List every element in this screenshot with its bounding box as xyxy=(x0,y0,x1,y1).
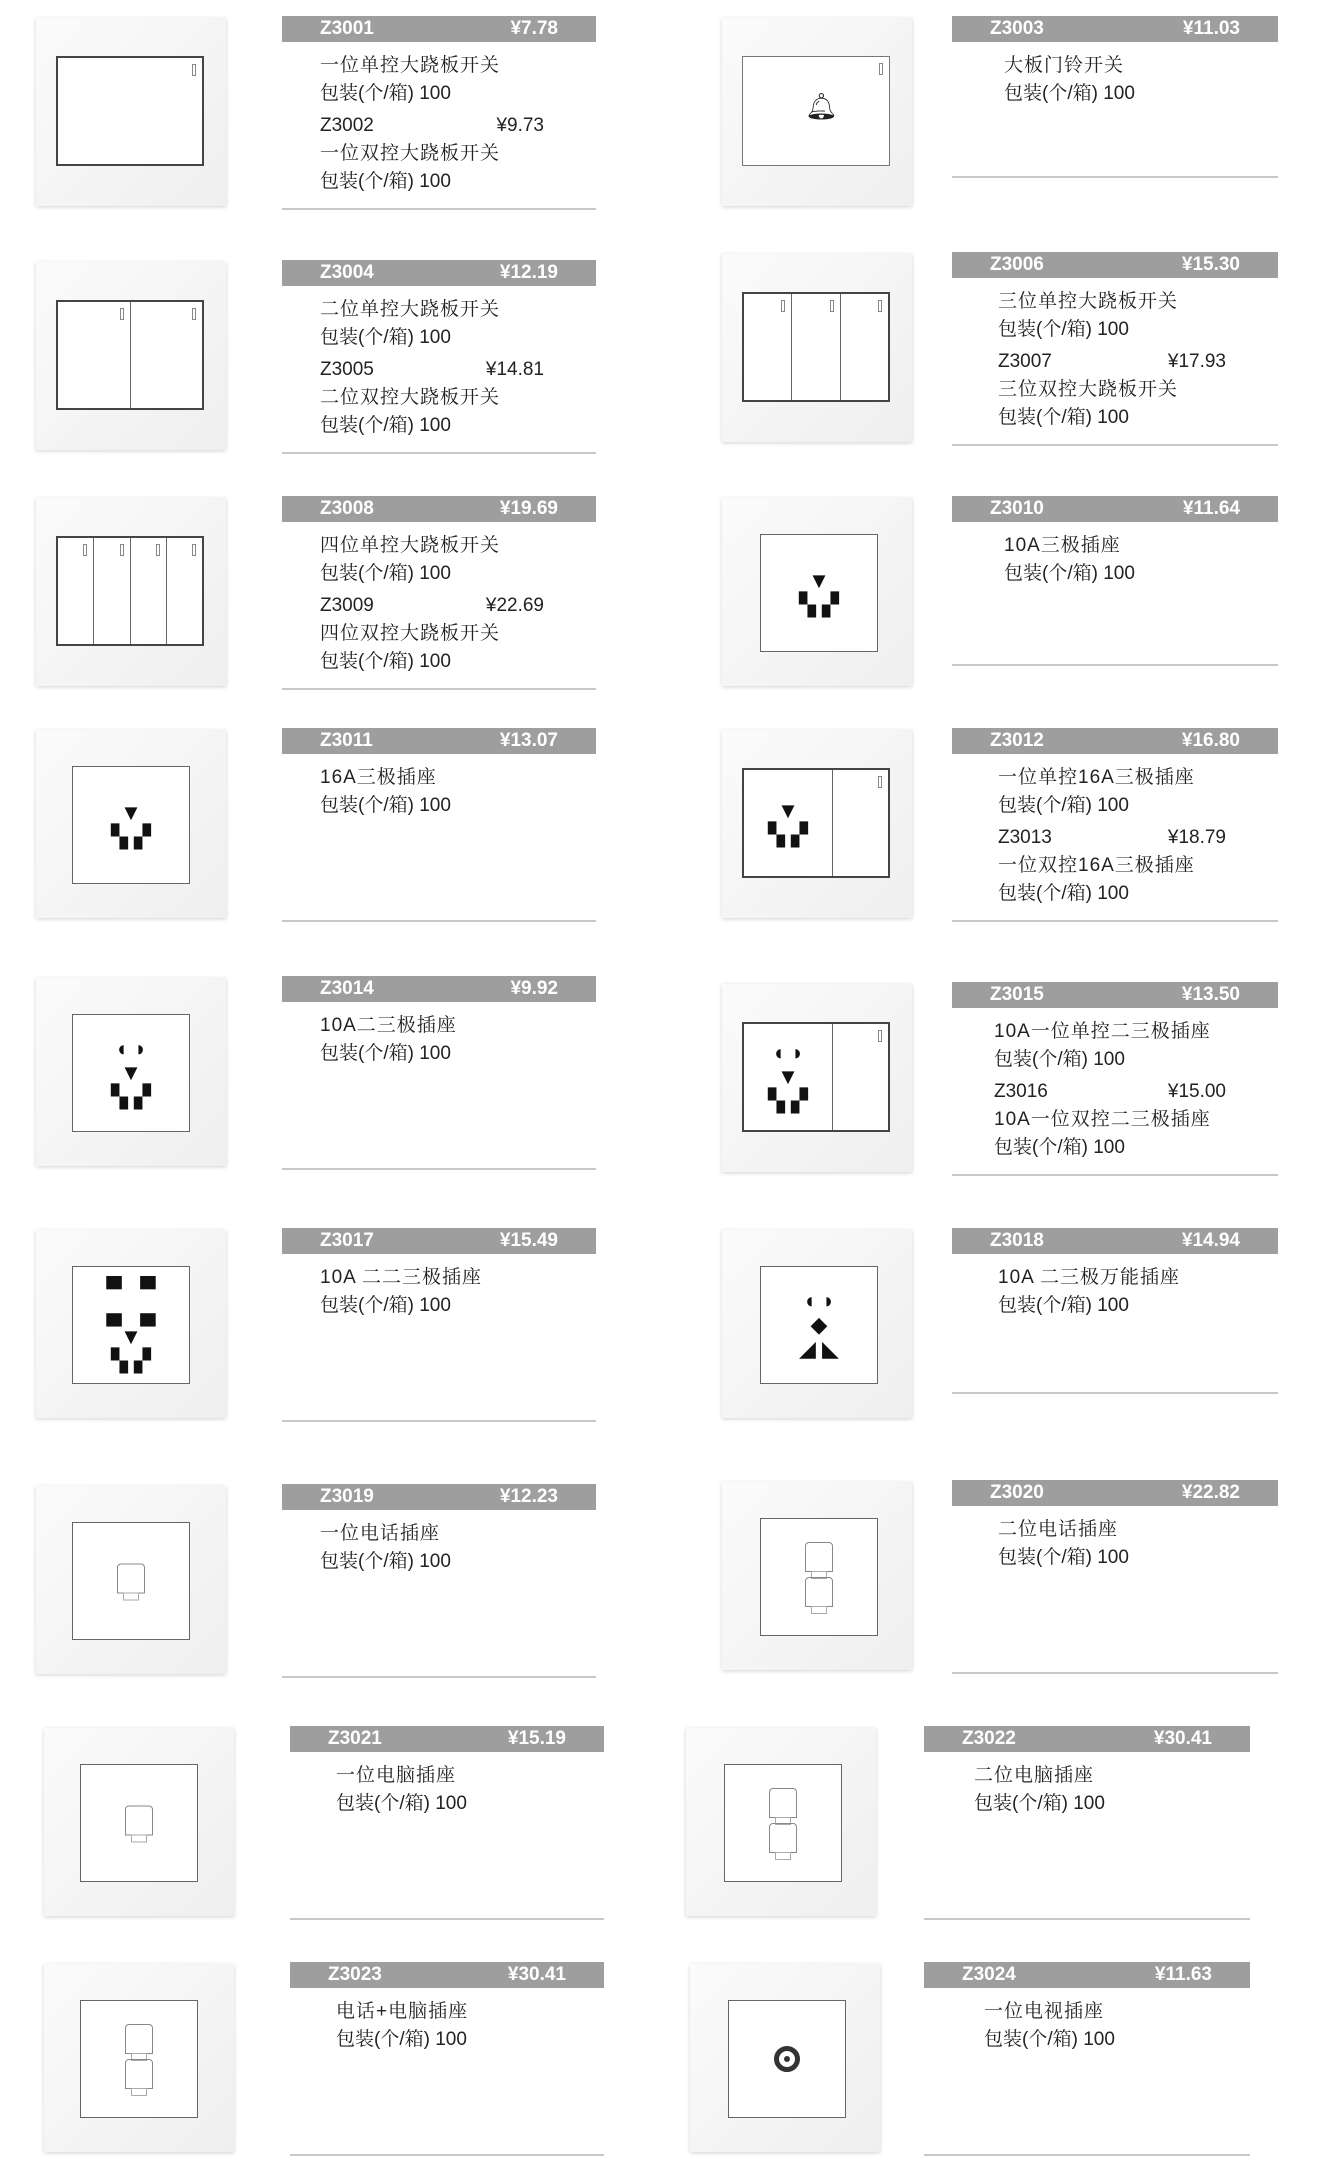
universal-socket-icon: ◖ ◗ ◆ ◢ ◣ xyxy=(799,1288,839,1361)
product-header-bar xyxy=(290,1726,604,1752)
product-item-z3017[interactable] xyxy=(0,1212,662,1447)
product-item-z3021[interactable] xyxy=(0,1710,662,1945)
product-image xyxy=(36,262,226,450)
product-name: 10A一位单控二三极插座 xyxy=(994,1021,1211,1042)
product-code: Z3022 xyxy=(962,1728,1016,1749)
product-name: 三位单控大跷板开关 xyxy=(998,291,1179,312)
product-name: 10A 二二三极插座 xyxy=(320,1267,483,1288)
product-image xyxy=(722,730,912,918)
product-pack: 包装(个/箱) 100 xyxy=(336,1793,467,1814)
product-header-bar xyxy=(952,252,1278,278)
product-code: Z3010 xyxy=(990,498,1044,519)
product-image xyxy=(722,254,912,442)
product-code: Z3014 xyxy=(320,978,374,999)
product-header-bar xyxy=(282,1228,596,1254)
product-code: Z3003 xyxy=(990,18,1044,39)
product-price: ¥15.49 xyxy=(499,1230,558,1251)
product-image xyxy=(722,1482,912,1670)
product-code: Z3023 xyxy=(328,1964,382,1985)
product-pack-2: 包装(个/箱) 100 xyxy=(320,651,451,672)
product-name: 大板门铃开关 xyxy=(1004,55,1125,76)
product-name-2: 二位双控大跷板开关 xyxy=(320,387,501,408)
product-name: 10A 二三极万能插座 xyxy=(998,1267,1181,1288)
divider xyxy=(282,1676,596,1678)
product-name: 电话+电脑插座 xyxy=(336,2001,469,2022)
socket-panel xyxy=(724,1764,842,1882)
product-name: 10A三极插座 xyxy=(1004,535,1121,556)
product-name-2: 一位双控16A三极插座 xyxy=(998,855,1195,876)
socket-panel xyxy=(80,1764,198,1882)
product-image xyxy=(44,1964,234,2152)
divider xyxy=(924,2154,1250,2156)
network-jack-icon xyxy=(125,1806,153,1836)
product-pack: 包装(个/箱) 100 xyxy=(336,2029,467,2050)
product-price-2: ¥9.73 xyxy=(496,115,544,136)
product-header-bar xyxy=(290,1962,604,1988)
product-item-z3012[interactable] xyxy=(662,712,1324,947)
product-code: Z3001 xyxy=(320,18,374,39)
divider xyxy=(952,1174,1278,1176)
product-header-bar xyxy=(282,728,596,754)
product-header-bar xyxy=(282,496,596,522)
divider xyxy=(290,2154,604,2156)
product-item-z3003[interactable] xyxy=(662,0,1324,235)
product-pack-2: 包装(个/箱) 100 xyxy=(320,171,451,192)
product-code-2: Z3013 xyxy=(998,827,1052,848)
divider xyxy=(952,176,1278,178)
product-price: ¥16.80 xyxy=(1181,730,1240,751)
divider xyxy=(952,664,1278,666)
divider xyxy=(282,1168,596,1170)
product-pack: 包装(个/箱) 100 xyxy=(998,795,1129,816)
product-code: Z3024 xyxy=(962,1964,1016,1985)
divider xyxy=(952,920,1278,922)
product-name: 一位电话插座 xyxy=(320,1523,441,1544)
switch-socket-panel xyxy=(742,768,890,878)
product-code: Z3015 xyxy=(990,984,1044,1005)
three-pin-socket-icon: ▼ ▚ ▞ xyxy=(111,800,151,849)
socket-panel xyxy=(760,1266,878,1384)
product-name-2: 三位双控大跷板开关 xyxy=(998,379,1179,400)
product-price-2: ¥22.69 xyxy=(485,595,544,616)
product-header-bar xyxy=(282,260,596,286)
two-three-pin-socket-icon: ◖ ◗ ▼ ▚ ▞ xyxy=(111,1036,151,1109)
product-price: ¥15.19 xyxy=(507,1728,566,1749)
product-header-bar xyxy=(952,496,1278,522)
product-price: ¥13.50 xyxy=(1181,984,1240,1005)
product-price-2: ¥17.93 xyxy=(1167,351,1226,372)
product-pack: 包装(个/箱) 100 xyxy=(320,327,451,348)
product-item-z3019[interactable] xyxy=(0,1468,662,1703)
product-pack: 包装(个/箱) 100 xyxy=(994,1049,1125,1070)
product-header-bar xyxy=(282,1484,596,1510)
network-jack-icon xyxy=(125,2059,153,2089)
product-pack: 包装(个/箱) 100 xyxy=(1004,563,1135,584)
product-price: ¥15.30 xyxy=(1181,254,1240,275)
product-pack: 包装(个/箱) 100 xyxy=(320,1295,451,1316)
socket-panel xyxy=(80,2000,198,2118)
product-code: Z3004 xyxy=(320,262,374,283)
product-image xyxy=(36,18,226,206)
product-pack: 包装(个/箱) 100 xyxy=(320,83,451,104)
product-item-z3018[interactable] xyxy=(662,1212,1324,1447)
divider xyxy=(282,208,596,210)
product-item-z3010[interactable] xyxy=(662,480,1324,715)
product-pack: 包装(个/箱) 100 xyxy=(998,1547,1129,1568)
product-price: ¥11.03 xyxy=(1182,18,1240,39)
product-pack-2: 包装(个/箱) 100 xyxy=(320,415,451,436)
switch-panel-4-gang xyxy=(56,536,204,646)
product-header-bar xyxy=(952,728,1278,754)
product-name: 一位电脑插座 xyxy=(336,1765,457,1786)
product-name: 二位电脑插座 xyxy=(974,1765,1095,1786)
network-jack-icon xyxy=(769,1788,797,1818)
divider xyxy=(952,1672,1278,1674)
product-code-2: Z3016 xyxy=(994,1081,1048,1102)
product-price: ¥11.64 xyxy=(1182,498,1240,519)
phone-jack-icon xyxy=(805,1542,833,1572)
product-code: Z3018 xyxy=(990,1230,1044,1251)
switch-socket-panel xyxy=(742,1022,890,1132)
product-pack: 包装(个/箱) 100 xyxy=(998,1295,1129,1316)
product-header-bar xyxy=(952,982,1278,1008)
product-price: ¥30.41 xyxy=(1153,1728,1212,1749)
product-code: Z3017 xyxy=(320,1230,374,1251)
product-code-2: Z3007 xyxy=(998,351,1052,372)
product-pack-2: 包装(个/箱) 100 xyxy=(998,407,1129,428)
product-image xyxy=(686,1728,876,1916)
product-item-z3014[interactable] xyxy=(0,960,662,1195)
two-two-three-pin-socket-icon: ▀ ▀ ▄ ▄ ▼ ▚ ▞ xyxy=(106,1276,156,1373)
product-price: ¥11.63 xyxy=(1154,1964,1212,1985)
product-name: 16A三极插座 xyxy=(320,767,437,788)
socket-panel xyxy=(72,1014,190,1132)
phone-jack-icon xyxy=(117,1564,145,1594)
product-image xyxy=(722,984,912,1172)
product-price: ¥7.78 xyxy=(510,18,558,39)
socket-panel xyxy=(760,534,878,652)
product-header-bar xyxy=(952,16,1278,42)
product-image xyxy=(36,1230,226,1418)
phone-jack-icon xyxy=(805,1577,833,1607)
product-price: ¥13.07 xyxy=(499,730,558,751)
two-three-pin-socket-icon: ◖ ◗ ▼ ▚ ▞ xyxy=(768,1040,808,1113)
product-pack: 包装(个/箱) 100 xyxy=(974,1793,1105,1814)
product-code: Z3020 xyxy=(990,1482,1044,1503)
divider xyxy=(282,688,596,690)
product-pack-2: 包装(个/箱) 100 xyxy=(998,883,1129,904)
product-name-2: 10A一位双控二三极插座 xyxy=(994,1109,1211,1130)
product-name-2: 四位双控大跷板开关 xyxy=(320,623,501,644)
product-item-z3006[interactable] xyxy=(662,236,1324,471)
product-header-bar xyxy=(924,1962,1250,1988)
product-code: Z3012 xyxy=(990,730,1044,751)
product-code-2: Z3009 xyxy=(320,595,374,616)
product-item-z3024[interactable] xyxy=(662,1946,1324,2181)
socket-panel xyxy=(72,766,190,884)
product-price: ¥9.92 xyxy=(510,978,558,999)
product-code: Z3008 xyxy=(320,498,374,519)
divider xyxy=(952,444,1278,446)
divider xyxy=(282,1420,596,1422)
product-item-z3022[interactable] xyxy=(662,1710,1324,1945)
product-name: 二位电话插座 xyxy=(998,1519,1119,1540)
switch-panel-3-gang xyxy=(742,292,890,402)
product-item-z3015[interactable] xyxy=(662,966,1324,1201)
network-jack-icon xyxy=(769,1823,797,1853)
socket-panel xyxy=(72,1522,190,1640)
divider xyxy=(282,920,596,922)
product-image xyxy=(36,1486,226,1674)
product-pack-2: 包装(个/箱) 100 xyxy=(994,1137,1125,1158)
divider xyxy=(924,1918,1250,1920)
product-item-z3023[interactable] xyxy=(0,1946,662,2181)
product-image xyxy=(690,1964,880,2152)
product-code: Z3021 xyxy=(328,1728,382,1749)
product-name: 二位单控大跷板开关 xyxy=(320,299,501,320)
product-image xyxy=(722,498,912,686)
product-pack: 包装(个/箱) 100 xyxy=(320,1551,451,1572)
switch-panel-1-gang xyxy=(56,56,204,166)
product-price: ¥14.94 xyxy=(1181,1230,1240,1251)
divider xyxy=(290,1918,604,1920)
product-image xyxy=(36,730,226,918)
product-code-2: Z3005 xyxy=(320,359,374,380)
product-pack: 包装(个/箱) 100 xyxy=(998,319,1129,340)
product-price: ¥12.23 xyxy=(499,1486,558,1507)
product-code: Z3006 xyxy=(990,254,1044,275)
socket-panel xyxy=(760,1518,878,1636)
product-pack: 包装(个/箱) 100 xyxy=(1004,83,1135,104)
three-pin-socket-icon: ▼ ▚ ▞ xyxy=(799,568,839,617)
product-image xyxy=(36,978,226,1166)
product-image xyxy=(44,1728,234,1916)
product-price: ¥12.19 xyxy=(499,262,558,283)
socket-panel xyxy=(728,2000,846,2118)
phone-jack-icon xyxy=(125,2024,153,2054)
product-header-bar xyxy=(282,976,596,1002)
product-header-bar xyxy=(952,1480,1278,1506)
product-name: 10A二三极插座 xyxy=(320,1015,457,1036)
product-item-z3008[interactable] xyxy=(0,480,662,715)
product-name-2: 一位双控大跷板开关 xyxy=(320,143,501,164)
product-name: 四位单控大跷板开关 xyxy=(320,535,501,556)
product-price: ¥22.82 xyxy=(1181,1482,1240,1503)
product-item-z3004[interactable] xyxy=(0,244,662,479)
product-item-z3011[interactable] xyxy=(0,712,662,947)
product-pack: 包装(个/箱) 100 xyxy=(320,563,451,584)
product-name: 一位单控16A三极插座 xyxy=(998,767,1195,788)
product-code: Z3019 xyxy=(320,1486,374,1507)
product-name: 一位单控大跷板开关 xyxy=(320,55,501,76)
product-pack: 包装(个/箱) 100 xyxy=(320,795,451,816)
tv-coax-icon xyxy=(774,2046,800,2072)
divider xyxy=(282,452,596,454)
doorbell-panel xyxy=(742,56,890,166)
product-pack: 包装(个/箱) 100 xyxy=(984,2029,1115,2050)
product-code: Z3011 xyxy=(320,730,373,751)
product-pack: 包装(个/箱) 100 xyxy=(320,1043,451,1064)
product-header-bar xyxy=(952,1228,1278,1254)
divider xyxy=(952,1392,1278,1394)
product-price-2: ¥14.81 xyxy=(485,359,544,380)
product-price-2: ¥15.00 xyxy=(1167,1081,1226,1102)
product-code-2: Z3002 xyxy=(320,115,374,136)
product-item-z3001[interactable] xyxy=(0,0,662,235)
socket-panel xyxy=(72,1266,190,1384)
product-price: ¥30.41 xyxy=(507,1964,566,1985)
product-image xyxy=(722,18,912,206)
bell-icon: 🔔︎ xyxy=(805,91,839,121)
product-name: 一位电视插座 xyxy=(984,2001,1105,2022)
product-header-bar xyxy=(282,16,596,42)
product-image xyxy=(722,1230,912,1418)
product-header-bar xyxy=(924,1726,1250,1752)
product-image xyxy=(36,498,226,686)
product-price-2: ¥18.79 xyxy=(1167,827,1226,848)
product-price: ¥19.69 xyxy=(499,498,558,519)
product-item-z3020[interactable] xyxy=(662,1464,1324,1699)
three-pin-socket-icon: ▼ ▚ ▞ xyxy=(768,798,808,847)
switch-panel-2-gang xyxy=(56,300,204,410)
